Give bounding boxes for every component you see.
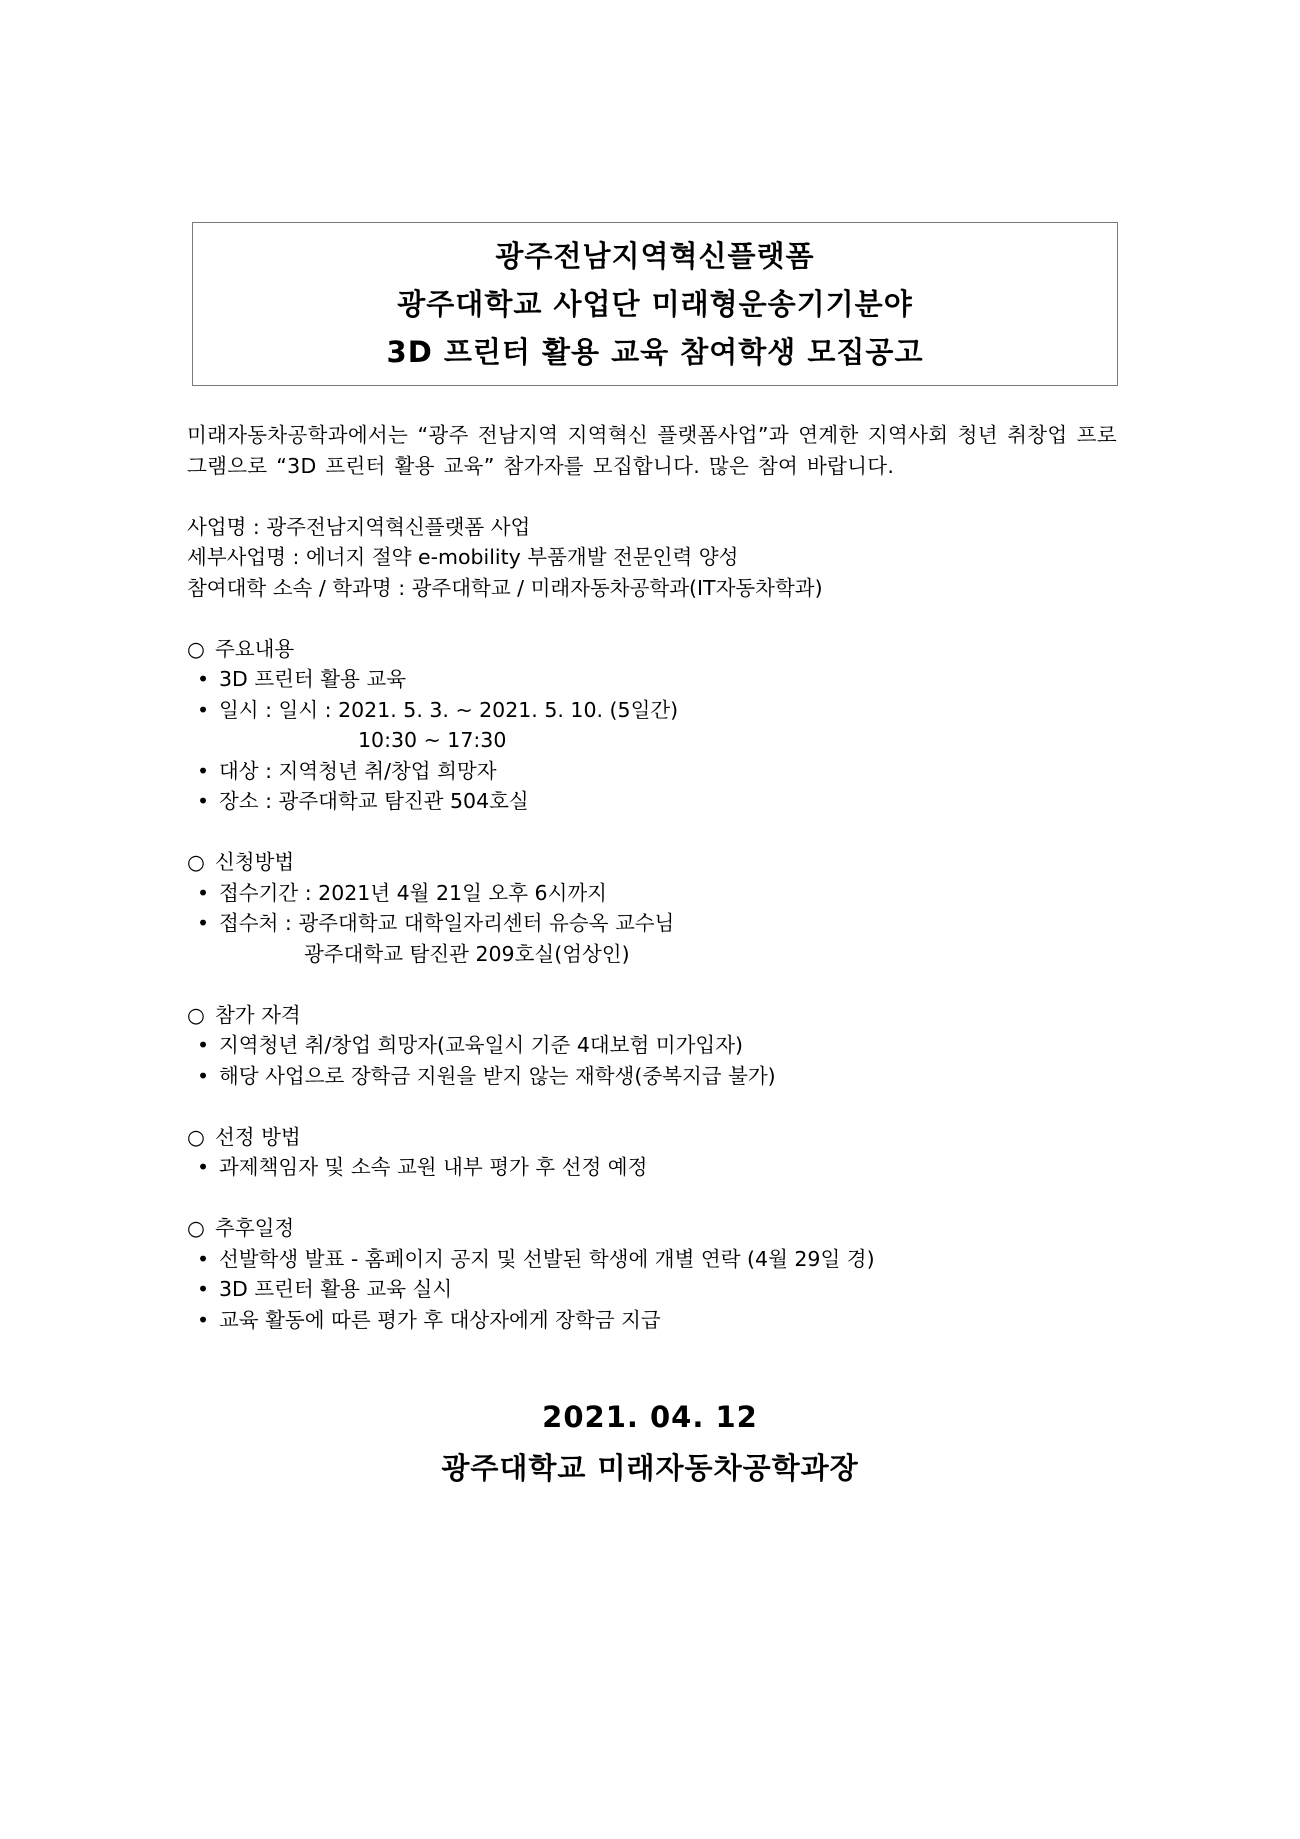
list-item bbox=[187, 695, 1117, 726]
bullet-icon: • bbox=[197, 1063, 210, 1088]
list-item bbox=[187, 1152, 1117, 1183]
sub-project-name: 세부사업명 : 에너지 절약 e-mobility 부품개발 전문인력 양성 bbox=[187, 545, 739, 569]
bullet-icon: • bbox=[197, 1277, 210, 1301]
list-item bbox=[187, 878, 1117, 909]
section-main bbox=[187, 634, 1117, 817]
university-department: 참여대학 소속 / 학과명 : 광주대학교 / 미래자동차공학과(IT자동차학과) bbox=[187, 575, 823, 600]
intro-paragraph: 미래자동차공학과에서는 “광주 전남지역 지역혁신 플랫폼사업”과 연계한 지역사회 청년 취창업 프로그램으로 “3D 프린터 활용 교육” 참가자를 모집합니다. 많은 참여 바랍니다. bbox=[187, 423, 1117, 478]
list-item-text: 3D 프린터 활용 교육 실시 bbox=[219, 1277, 453, 1301]
section-heading-label: 신청방법 bbox=[215, 850, 295, 874]
section-heading bbox=[187, 634, 1117, 665]
section-heading-label: 참가 자격 bbox=[215, 1002, 301, 1027]
list-item-text: 일시 : 일시 : 2021. 5. 3. ~ 2021. 5. 10. (5일간) bbox=[219, 697, 679, 722]
notice-body bbox=[187, 420, 1117, 1335]
bullet-icon: • bbox=[197, 789, 210, 813]
list-item bbox=[187, 1305, 1117, 1336]
bullet-icon: • bbox=[197, 667, 210, 691]
title-box bbox=[192, 222, 1118, 386]
title-line-3: 3D 프린터 활용 교육 참여학생 모집공고 bbox=[386, 335, 924, 369]
list-item bbox=[187, 786, 1117, 817]
bullet-icon: • bbox=[197, 758, 210, 783]
list-item-continuation: 10:30 ~ 17:30 bbox=[358, 728, 507, 752]
circle-icon: ○ bbox=[187, 1216, 205, 1240]
project-info bbox=[187, 512, 1117, 604]
bullet-icon: • bbox=[197, 697, 210, 722]
section-heading bbox=[187, 847, 1117, 878]
list-item bbox=[187, 664, 1117, 695]
issuer-signature: 광주대학교 미래자동차공학과장 bbox=[441, 1451, 859, 1485]
project-name: 사업명 : 광주전남지역혁신플랫폼 사업 bbox=[187, 514, 531, 539]
title-line-2: 광주대학교 사업단 미래형운송기기분야 bbox=[397, 287, 913, 321]
title-line-1: 광주전남지역혁신플랫폼 bbox=[495, 239, 815, 273]
bullet-icon: • bbox=[197, 880, 210, 905]
list-item bbox=[187, 908, 1117, 939]
list-item-text: 3D 프린터 활용 교육 bbox=[219, 667, 406, 691]
list-item bbox=[187, 1061, 1117, 1092]
bullet-icon: • bbox=[197, 1307, 210, 1332]
circle-icon: ○ bbox=[187, 1002, 205, 1027]
list-item-text: 대상 : 지역청년 취/창업 희망자 bbox=[219, 758, 497, 783]
section-heading-label: 주요내용 bbox=[215, 636, 295, 661]
list-item-continuation: 광주대학교 탐진관 209호실(엄상인) bbox=[304, 941, 630, 966]
list-item bbox=[187, 1244, 1117, 1275]
notice-date: 2021. 04. 12 bbox=[542, 1400, 758, 1434]
section-heading bbox=[187, 1122, 1117, 1153]
circle-icon: ○ bbox=[187, 1124, 205, 1149]
section-selection bbox=[187, 1122, 1117, 1183]
section-heading bbox=[187, 1000, 1117, 1031]
section-heading-label: 선정 방법 bbox=[215, 1124, 301, 1149]
list-item-text: 접수기간 : 2021년 4월 21일 오후 6시까지 bbox=[219, 880, 607, 905]
section-qualification bbox=[187, 1000, 1117, 1092]
section-heading bbox=[187, 1213, 1117, 1244]
list-item-text: 지역청년 취/창업 희망자(교육일시 기준 4대보험 미가입자) bbox=[219, 1033, 743, 1057]
list-item-text: 해당 사업으로 장학금 지원을 받지 않는 재학생(중복지급 불가) bbox=[219, 1063, 776, 1088]
list-item-text: 접수처 : 광주대학교 대학일자리센터 유승옥 교수님 bbox=[219, 911, 675, 935]
list-item-text: 장소 : 광주대학교 탐진관 504호실 bbox=[219, 789, 529, 813]
list-item-text: 과제책임자 및 소속 교원 내부 평가 후 선정 예정 bbox=[219, 1155, 648, 1179]
bullet-icon: • bbox=[197, 911, 210, 935]
bullet-icon: • bbox=[197, 1155, 210, 1179]
list-item bbox=[187, 756, 1117, 787]
list-item-text: 교육 활동에 따른 평가 후 대상자에게 장학금 지급 bbox=[219, 1307, 661, 1332]
bullet-icon: • bbox=[197, 1246, 210, 1271]
section-schedule bbox=[187, 1213, 1117, 1335]
list-item bbox=[187, 1030, 1117, 1061]
list-item-text: 선발학생 발표 - 홈페이지 공지 및 선발된 학생에 개별 연락 (4월 29일 경) bbox=[219, 1246, 875, 1271]
list-item bbox=[187, 1274, 1117, 1305]
circle-icon: ○ bbox=[187, 636, 205, 661]
bullet-icon: • bbox=[197, 1033, 210, 1057]
section-heading-label: 추후일정 bbox=[215, 1216, 295, 1240]
circle-icon: ○ bbox=[187, 850, 205, 874]
section-apply bbox=[187, 847, 1117, 969]
